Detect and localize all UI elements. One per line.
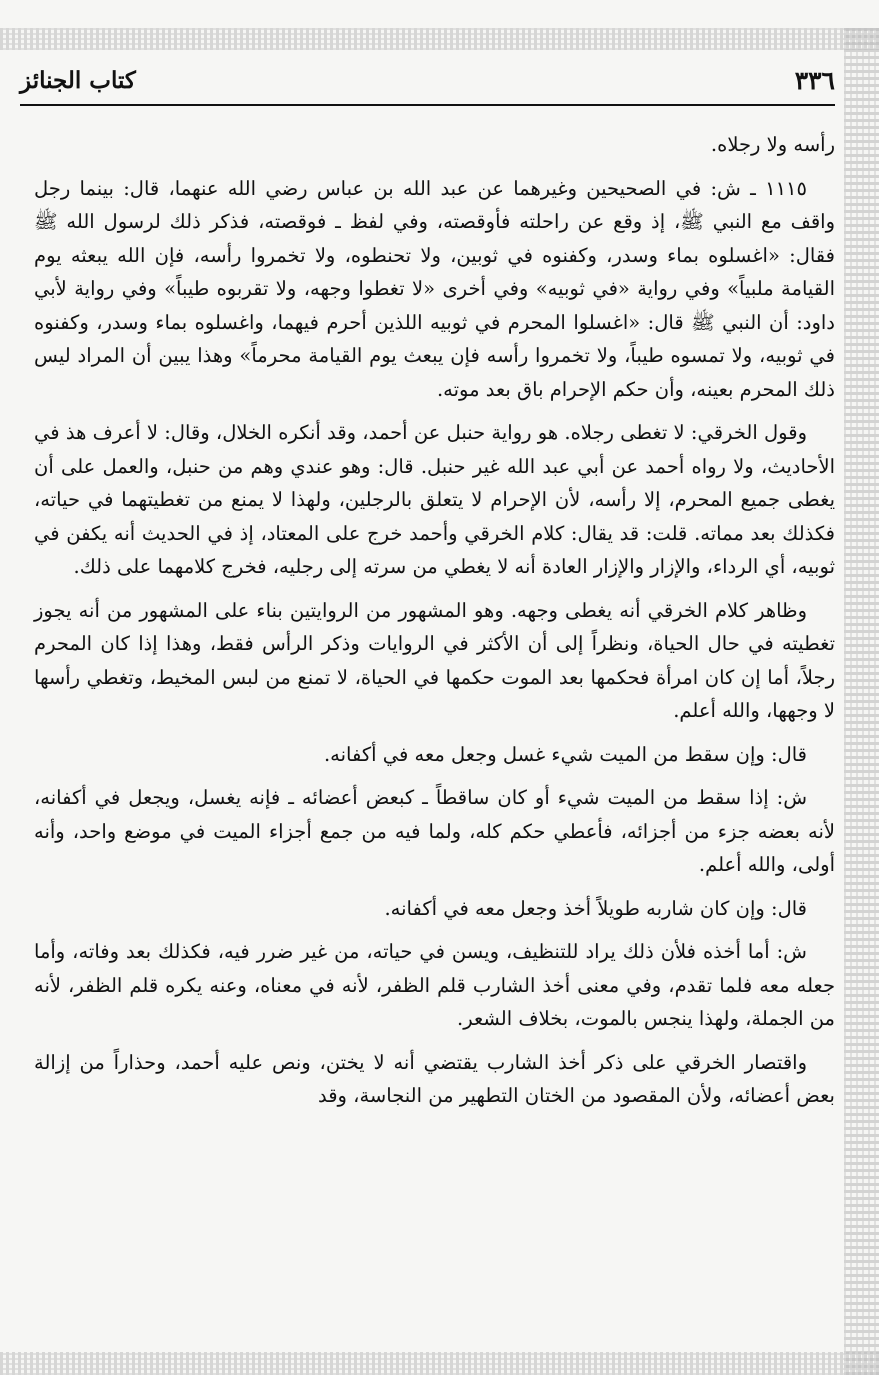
decorative-border-bottom (0, 1352, 879, 1375)
paragraph-khiraqi-feet: وقول الخرقي: لا تغطى رجلاه. هو رواية حنبل عن أحمد، وقد أنكره الخلال، وقال: لا أعرف هذ في الأحاديث، ولا رواه أحمد عن أبي عبد الله غير حنبل. قال: وهو عندي وهم من حنبل، والعمل على أن يغطى جميع المحرم، إلا رأسه، لأن الإحرام لا يتعلق بالرجلين، ولهذا لا يمنع من تغطيتهما في حياته، فكذلك بعد مماته. قلت: قد يقال: كلام الخرقي وأحمد خرج على المعتاد، إذ في الحديث أنه يكفن في ثوبيه، أي الرداء، والإزار والإزار العادة أنه لا يغطي من سرته إلى رجليه، فخرج كلامهما على ذلك. (34, 421, 835, 578)
decorative-border-top (0, 28, 879, 50)
paragraph-continuation: رأسه ولا رجلاه. (710, 133, 835, 156)
page-number: ٣٣٦ (794, 65, 835, 95)
paragraph-sharh-fallen-part: ش: إذا سقط من الميت شيء أو كان ساقطاً ـ كبعض أعضائه ـ فإنه يغسل، ويجعل في أكفانه، لأنه بعضه جزء من أجزائه، فأعطي حكم كله، ولما فيه من جمع أجزاء الميت في موضع واحد، وأنه أولى، والله أعلم. (34, 786, 835, 876)
page-body (34, 128, 835, 1123)
paragraph-qal-fallen-part: قال: وإن سقط من الميت شيء غسل وجعل معه في أكفانه. (323, 742, 807, 766)
running-title: كتاب الجنائز (20, 66, 136, 94)
paragraph-sharh-moustache: ش: أما أخذه فلأن ذلك يراد للتنظيف، ويسن في حياته، من غير ضرر فيه، فكذلك بعد وفاته، وأما جعله معه فلما تقدم، وفي معنى أخذ الشارب قلم الظفر، لأنه في معناه، وعنه يكره قلم الظفر، لأنه من الجملة، ولهذا ينجس بالموت، بخلاف الشعر. (34, 940, 835, 1030)
decorative-border-right (844, 28, 879, 1375)
paragraph-khiraqi-face: وظاهر كلام الخرقي أنه يغطى وجهه. وهو المشهور من الروايتين بناء على المشهور من أنه يجوز تغطيته في حال الحياة، ونظراً إلى أن الأكثر في الروايات وذكر الرأس فقط، وهذا إذا كان المحرم رجلاً، أما إن كان امرأة فحكمها بعد الموت حكمها في الحياة، لا تمنع من لبس المخيط، وتغطي رأسها لا وجهها، والله أعلم. (34, 598, 835, 722)
paragraph-qal-moustache: قال: وإن كان شاربه طويلاً أخذ وجعل معه في أكفانه. (384, 896, 807, 920)
header-rule (20, 104, 835, 106)
page-header (20, 62, 835, 98)
paragraph-1115: ١١١٥ ـ ش: في الصحيحين وغيرهما عن عبد الله بن عباس رضي الله عنهما، قال: بينما رجل واقف مع النبي ﷺ، إذ وقع عن راحلته فأوقصته، وفي لفظ ـ فوقصته، فذكر ذلك لرسول الله ﷺ فقال: «اغسلوه بماء وسدر، وكفنوه في ثوبين، ولا تحنطوه، ولا تخمروا رأسه، فإن الله يبعثه يوم القيامة ملبياً» وفي رواية «في ثوبيه» وفي أخرى «لا تغطوا وجهه، ولا تقربوه طيباً» وفي رواية لأبي داود: أن النبي ﷺ قال: «اغسلوا المحرم في ثوبيه اللذين أحرم فيهما، واغسلوه بماء وسدر، وكفنوه في ثوبيه، ولا تمسوه طيباً، ولا تخمروا رأسه فإن يبعث يوم القيامة محرماً» وهذا يبين أن المراد ليس ذلك المحرم بعينه، وأن حكم الإحرام باق بعد موته. (34, 176, 835, 401)
paragraph-circumcision: واقتصار الخرقي على ذكر أخذ الشارب يقتضي أنه لا يختن، ونص عليه أحمد، وحذاراً من إزالة بعض أعضائه، ولأن المقصود من الختان التطهير من النجاسة، وقد (34, 1050, 835, 1107)
